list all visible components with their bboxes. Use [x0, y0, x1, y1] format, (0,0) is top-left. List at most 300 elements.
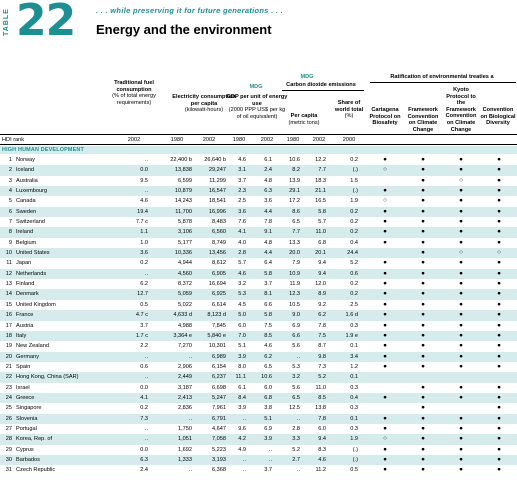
cell-sh: 5.2 [350, 260, 358, 267]
cell-sh: 0.1 [350, 343, 358, 350]
table-row [0, 445, 517, 455]
cell-ky: ● [459, 197, 463, 205]
cell-fuel: 3.7 [140, 322, 148, 329]
table-row [0, 155, 517, 165]
cell-ky: ○ [459, 249, 463, 257]
col-gdp-header [226, 94, 288, 120]
cell-ky: ● [459, 218, 463, 226]
cell-ky: ● [459, 280, 463, 288]
cell-rank: 4 [8, 188, 12, 195]
cell-g80: 8.0 [238, 363, 246, 370]
cell-name: Australia [16, 177, 38, 184]
cell-c80: 5.6 [292, 384, 300, 391]
col-fuel-header [108, 80, 160, 106]
cell-c02: 8.9 [318, 291, 326, 298]
cell-sh: 0.3 [350, 384, 358, 391]
year-co2-2002: 2002 [312, 137, 326, 143]
table-row [0, 455, 517, 465]
cell-cart: ● [383, 393, 387, 401]
cell-e80: 7,270 [178, 343, 192, 350]
table-row [0, 352, 517, 362]
cell-fw: ● [421, 228, 425, 236]
cell-sh: 0.1 [350, 374, 358, 381]
cell-c02: 13.8 [315, 405, 326, 412]
cell-c02: 7.7 [318, 167, 326, 174]
cell-g02: 4.8 [264, 239, 272, 246]
cell-g80: 3.6 [238, 208, 246, 215]
cell-bd: ● [497, 352, 501, 360]
cell-e02: 16,694 [208, 281, 226, 288]
hdi-rank-label: HDI rank [2, 137, 25, 143]
cell-fw: ● [421, 404, 425, 412]
cell-bd: ● [497, 197, 501, 205]
cell-e02: 6,368 [212, 467, 226, 474]
cell-c80: 6.5 [292, 219, 300, 226]
cell-bd: ● [497, 435, 501, 443]
cell-name: Belgium [16, 239, 37, 246]
cell-c80: 17.2 [289, 198, 300, 205]
cell-rank: 2 [8, 167, 12, 174]
cell-rank: 18 [5, 332, 12, 339]
cell-g80: 4.2 [238, 436, 246, 443]
cell-g02: .. [268, 446, 272, 453]
cell-ky: ● [459, 435, 463, 443]
data-table-body [0, 155, 517, 476]
cell-name: Italy [16, 332, 27, 339]
cell-g02: 5.1 [264, 415, 272, 422]
cell-rank: 22 [5, 374, 12, 381]
cell-e02: 6,614 [212, 301, 226, 308]
cell-cart: ● [383, 300, 387, 308]
cell-fuel: .. [144, 157, 148, 163]
cell-bd: ● [497, 383, 501, 391]
cell-cart: ● [383, 352, 387, 360]
cell-c80: 13.3 [289, 239, 300, 246]
cell-c02: 9.4 [318, 436, 326, 443]
cell-bd: ● [497, 269, 501, 277]
cell-e02: 16,996 [208, 208, 226, 215]
cell-fuel: 1.7 c [135, 332, 148, 339]
table-row [0, 258, 517, 268]
table-label: TABLE [3, 8, 10, 36]
cell-c02: 7.8 [318, 415, 326, 422]
cell-cart: ● [383, 311, 387, 319]
col-electricity-title: Electricity consumption per capita [172, 94, 236, 107]
cell-sh: 0.1 [350, 415, 358, 422]
cell-fw: ● [421, 466, 425, 474]
year-gdp-2002: 2002 [260, 137, 274, 143]
table-row [0, 310, 517, 320]
cell-rank: 15 [5, 301, 12, 308]
cell-bd: ● [497, 414, 501, 422]
cell-fw: ● [421, 238, 425, 246]
cell-rank: 29 [5, 446, 12, 453]
cell-c80: .. [296, 415, 300, 422]
cell-e80: 3,364 e [173, 332, 192, 339]
cell-name: Sweden [16, 208, 37, 215]
cell-ky: ● [459, 352, 463, 360]
cell-rank: 7 [8, 219, 12, 226]
col-framework [404, 107, 442, 133]
cell-rank: 8 [8, 229, 12, 236]
cell-e80: .. [188, 415, 192, 422]
cell-name: Germany [16, 353, 40, 360]
cell-c80: 2.8 [292, 425, 300, 432]
cell-ky: ● [459, 445, 463, 453]
table-row [0, 372, 517, 382]
cell-sh: 0.2 [350, 157, 358, 163]
cell-c80: 2.7 [292, 456, 300, 463]
cell-rank: 1 [8, 157, 12, 163]
table-row [0, 186, 517, 196]
cell-name: Switzerland [16, 219, 45, 226]
cell-fuel: 2.2 [140, 343, 148, 350]
cell-c02: 7.5 [318, 332, 326, 339]
cell-c80: 10.5 [289, 301, 300, 308]
col-gdp-sub: (2000 PPP US$ per kg of oil equivalent) [228, 107, 286, 120]
cell-e80: .. [188, 353, 192, 360]
cell-rank: 28 [5, 436, 12, 443]
cell-g02: 3.7 [264, 467, 272, 474]
table-row [0, 227, 517, 237]
cell-g02: 4.8 [264, 177, 272, 184]
cell-cart: ○ [383, 435, 387, 443]
cell-fuel: 1.0 [140, 239, 148, 246]
cell-g02: 6.0 [264, 384, 272, 391]
year-co2-1980: 1980 [286, 137, 300, 143]
cell-name: United States [16, 250, 50, 257]
cell-ky: ● [459, 321, 463, 329]
cell-bd: ● [497, 342, 501, 350]
cell-fw: ● [421, 166, 425, 174]
cell-ky: ● [459, 331, 463, 339]
cell-ky: ● [459, 156, 463, 163]
cell-g80: 7.6 [238, 219, 246, 226]
cell-sh: 3.4 [350, 353, 358, 360]
table-row [0, 289, 517, 299]
cell-g80: 5.7 [238, 260, 246, 267]
cell-sh: 0.5 [350, 467, 358, 474]
cell-g80: 9.6 [238, 425, 246, 432]
cell-e80: 2,449 [178, 374, 192, 381]
cell-rank: 24 [5, 394, 12, 401]
cell-e02: 6,791 [212, 415, 226, 422]
cell-g02: 3.9 [264, 436, 272, 443]
cell-c80: 10.9 [289, 270, 300, 277]
col-cartagena [366, 107, 404, 127]
table-number: 22 [16, 0, 76, 46]
cell-name: Canada [16, 198, 36, 205]
table-row [0, 465, 517, 475]
cell-e02: 29,247 [208, 167, 226, 174]
cell-c02: 5.2 [318, 374, 326, 381]
cell-ky: ● [459, 424, 463, 432]
col-co2-share [334, 100, 364, 120]
cell-e80: 8,372 [178, 281, 192, 288]
cell-cart: ● [383, 228, 387, 236]
cell-fuel: 6.2 [140, 281, 148, 288]
cell-g80: 4.6 [238, 157, 246, 163]
col-co2-per-capita-sub: (metric tons) [288, 119, 320, 126]
cell-c80: 7.9 [292, 260, 300, 267]
cell-e02: 8,749 [212, 239, 226, 246]
cell-e02: 3,193 [212, 456, 226, 463]
cell-g80: .. [242, 467, 246, 474]
cell-c02: 5.7 [318, 219, 326, 226]
cell-c02: 4.6 [318, 456, 326, 463]
cell-g02: 6.5 [264, 363, 272, 370]
cell-rank: 23 [5, 384, 12, 391]
cell-e02: 8,483 [212, 219, 226, 226]
table-row [0, 248, 517, 258]
cell-fw: ● [421, 176, 425, 184]
cell-ky: ○ [459, 176, 463, 184]
cell-g02: 5.8 [264, 312, 272, 319]
cell-g80: 2.8 [238, 250, 246, 257]
cell-e80: 10,336 [174, 250, 192, 257]
year-fuel: 2002 [127, 137, 141, 143]
cell-e02: 11,299 [209, 177, 226, 184]
cell-g80: 4.0 [238, 239, 246, 246]
co2-group-title: Carbon dioxide emissions [286, 82, 356, 88]
cell-cart: ● [383, 280, 387, 288]
cell-g80: 3.9 [238, 405, 246, 412]
cell-c02: 8.7 [318, 343, 326, 350]
table-row [0, 207, 517, 217]
cell-sh: 0.4 [350, 239, 358, 246]
cell-sh: 0.6 [350, 270, 358, 277]
cell-e02: 26,640 b [204, 157, 226, 163]
cell-fw: ● [421, 290, 425, 298]
cell-bd: ● [497, 393, 501, 401]
cell-g80: 3.2 [238, 281, 246, 288]
cell-name: Czech Republic [16, 467, 56, 474]
cell-fw: ● [421, 218, 425, 226]
cell-e80: 5,059 [178, 291, 192, 298]
cell-sh: (.) [352, 188, 358, 195]
cell-sh: 1.9 e [345, 332, 358, 339]
cell-fw: ● [421, 342, 425, 350]
cell-sh: 0.2 [350, 281, 358, 288]
cell-rank: 3 [8, 177, 12, 184]
cell-fuel: 7.3 [140, 415, 148, 422]
cell-c80: 6.6 [292, 332, 300, 339]
cell-fw: ● [421, 311, 425, 319]
cell-c80: .. [296, 467, 300, 474]
cell-fuel: 0.0 [140, 167, 148, 174]
cell-e80: 1,750 [178, 425, 192, 432]
cell-fw: ● [421, 249, 425, 257]
cell-g02: 6.1 [264, 157, 272, 163]
cell-sh: 0.3 [350, 425, 358, 432]
cell-g02: 7.8 [264, 219, 272, 226]
cell-fw: ● [421, 156, 425, 163]
cell-bd: ● [497, 259, 501, 267]
cell-bd: ● [497, 300, 501, 308]
cell-name: Denmark [16, 291, 39, 298]
cell-fuel: .. [144, 425, 148, 432]
cell-c02: 18.3 [315, 177, 326, 184]
cell-fw: ● [421, 352, 425, 360]
cell-g80: 4.6 [238, 270, 246, 277]
cell-e80: 11,700 [175, 208, 192, 215]
cell-e02: 6,905 [212, 270, 226, 277]
cell-g02: 6.4 [264, 260, 272, 267]
cell-g80: 4.9 [238, 446, 246, 453]
cell-name: Korea, Rep. of [16, 436, 53, 443]
cell-sh: 0.2 [350, 229, 358, 236]
cell-c80: 9.0 [292, 312, 300, 319]
cell-sh: 1.5 [350, 177, 358, 184]
cell-fw: ● [421, 259, 425, 267]
cell-e02: 6,925 [212, 291, 226, 298]
cell-bd: ● [497, 218, 501, 226]
cell-e02: 10,301 [208, 343, 226, 350]
cell-rank: 16 [5, 312, 12, 319]
cell-c02: 9.2 [318, 301, 326, 308]
table-row [0, 331, 517, 341]
cell-e02: 7,058 [212, 436, 226, 443]
cell-g80: 11.1 [235, 374, 246, 381]
cell-fuel: 0.2 [140, 405, 148, 412]
cell-fuel: .. [144, 270, 148, 277]
cell-e80: 1,051 [178, 436, 192, 443]
cell-bd: ● [497, 404, 501, 412]
table-header [0, 0, 517, 46]
cell-e80: 4,560 [178, 270, 192, 277]
cell-cart: ● [383, 156, 387, 163]
cell-g02: 4.6 [264, 343, 272, 350]
cell-name: Norway [16, 157, 35, 163]
cell-bd: ● [497, 321, 501, 329]
cell-sh: (.) [352, 456, 358, 463]
cell-fuel: 3.6 [140, 250, 148, 257]
cell-fw: ● [421, 455, 425, 463]
cell-g80: 6.1 [238, 384, 246, 391]
cell-ky: ● [459, 393, 463, 401]
cell-c80: 12.3 [289, 291, 300, 298]
cell-c80: 5.6 [292, 343, 300, 350]
cell-cart: ● [383, 455, 387, 463]
cell-e02: 16,547 [208, 188, 226, 195]
cell-c02: 7.8 [318, 322, 326, 329]
cell-e80: 2,836 [178, 405, 192, 412]
cell-c80: 8.6 [292, 208, 300, 215]
cell-fuel: .. [144, 353, 148, 360]
cell-sh: 0.2 [350, 291, 358, 298]
table-row [0, 362, 517, 372]
cell-c02: 6.2 [318, 312, 326, 319]
cell-g02: 8.5 [264, 332, 272, 339]
co2-group-line [282, 90, 364, 91]
cell-bd: ● [497, 207, 501, 215]
table-row [0, 414, 517, 424]
cell-bd: ● [497, 455, 501, 463]
cell-c02: 12.2 [315, 157, 326, 163]
col-cartagena-title: Cartagena Protocol on Biosafety [369, 107, 401, 127]
cell-cart: ● [383, 321, 387, 329]
cell-name: Barbados [16, 456, 40, 463]
cell-e80: 10,879 [174, 188, 192, 195]
col-co2-per-capita [280, 113, 328, 126]
cell-cart: ● [383, 424, 387, 432]
cell-c02: 16.5 [315, 198, 326, 205]
cell-e02: 7,961 [212, 405, 226, 412]
cell-cart: ● [383, 269, 387, 277]
cell-e80: 1,333 [178, 456, 192, 463]
cell-cart: ● [383, 290, 387, 298]
cell-g80: 5.1 [238, 343, 246, 350]
cell-e80: 22,400 b [170, 157, 192, 163]
col-framework-title: Framework Convention on Climate Change [407, 107, 439, 133]
cell-c02: 9.8 [318, 353, 326, 360]
cell-rank: 25 [5, 405, 12, 412]
cell-g02: 6.3 [264, 188, 272, 195]
cell-e80: 5,022 [178, 301, 192, 308]
table-row [0, 383, 517, 393]
cell-e02: 5,247 [212, 394, 226, 401]
cell-fuel: .. [144, 436, 148, 443]
col-electricity-sub: (kilowatt-hours) [184, 107, 224, 114]
table-row [0, 300, 517, 310]
cell-c02: 9.4 [318, 270, 326, 277]
cell-c02: 20.1 [315, 250, 326, 257]
col-co2-share-title: Share of world total [334, 100, 364, 113]
cell-cart: ● [383, 362, 387, 370]
cell-g02: 2.4 [264, 167, 272, 174]
table-row [0, 393, 517, 403]
cell-name: Portugal [16, 425, 37, 432]
cell-name: Iceland [16, 167, 35, 174]
cell-ky: ● [459, 311, 463, 319]
cell-c02: 12.0 [315, 281, 326, 288]
cell-g80: 3.1 [238, 167, 246, 174]
cell-rank: 27 [5, 425, 12, 432]
cell-name: Finland [16, 281, 35, 288]
cell-g02: 6.2 [264, 353, 272, 360]
cell-sh: (.) [352, 167, 358, 174]
cell-c80: 5.2 [292, 446, 300, 453]
cell-fuel: 0.2 [140, 260, 148, 267]
cell-sh: 1.9 [350, 436, 358, 443]
cell-e80: 5,177 [178, 239, 192, 246]
cell-bd: ● [497, 466, 501, 474]
cell-g80: .. [242, 415, 246, 422]
cell-e80: 1,692 [178, 446, 192, 453]
cell-name: United Kingdom [16, 301, 56, 308]
cell-sh: (.) [352, 446, 358, 453]
cell-g02: 3.6 [264, 198, 272, 205]
cell-cart: ● [383, 342, 387, 350]
cell-fuel: 1.1 [140, 229, 148, 236]
cell-bd: ● [497, 290, 501, 298]
cell-c02: 6.0 [318, 425, 326, 432]
cell-fuel: 0.0 [140, 384, 148, 391]
cell-e02: 8,123 d [207, 312, 226, 319]
cell-c80: 8.2 [292, 167, 300, 174]
tagline: . . . while preserving it for future generations . . . [96, 6, 284, 15]
cell-name: Hong Kong, China (SAR) [16, 374, 79, 381]
cell-sh: 0.2 [350, 219, 358, 226]
cell-fw: ● [421, 300, 425, 308]
cell-fw: ● [421, 187, 425, 195]
cell-fuel: .. [144, 188, 148, 195]
cell-bd: ● [497, 166, 501, 174]
cell-name: Japan [16, 260, 32, 267]
cell-bd: ● [497, 280, 501, 288]
cell-sh: 0.4 [350, 394, 358, 401]
section-high-human-development: HIGH HUMAN DEVELOPMENT [0, 146, 517, 154]
